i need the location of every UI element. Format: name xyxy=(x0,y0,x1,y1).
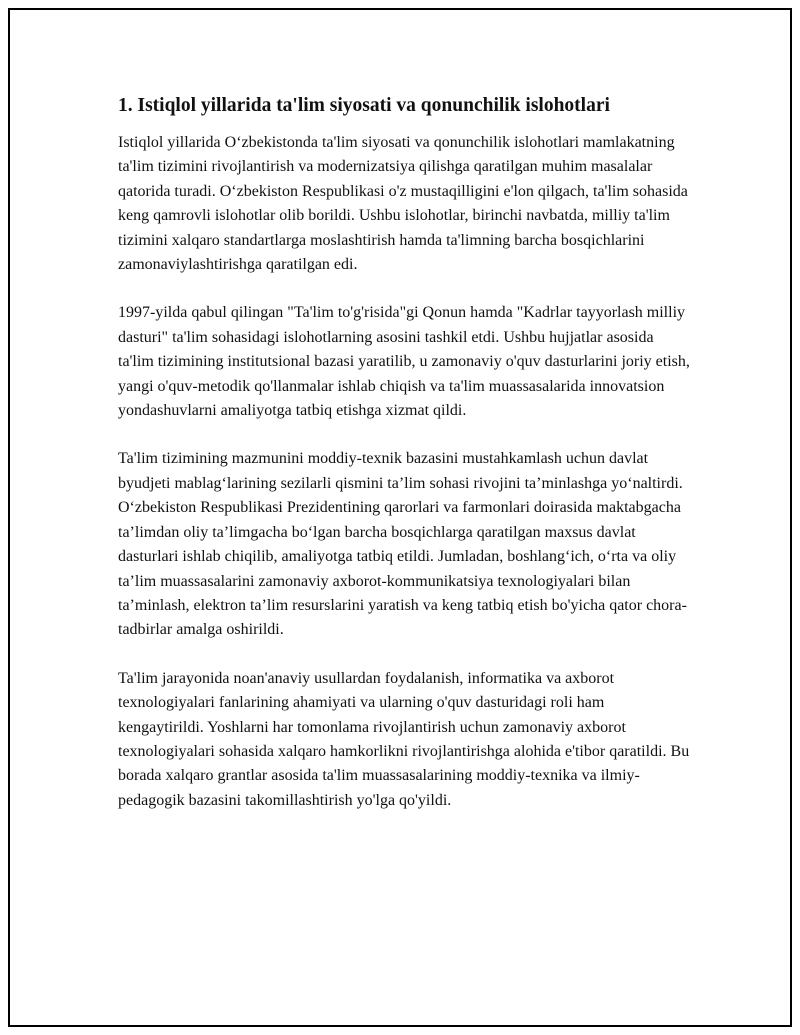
document-body xyxy=(118,92,690,837)
paragraph-4: Ta'lim jarayonida noan'anaviy usullardan foydalanish, informatika va axborot texnologiyalari fanlarining ahamiyati va ularning o'quv dasturidagi roli ham kengaytirildi. Yoshlarni har tomonlama rivojlantirish uchun zamonaviy axborot texnologiyalari sohasida xalqaro hamkorlikni rivojlantirishga alohida e'tibor qaratildi. Bu borada xalqaro grantlar asosida ta'lim muassasalarining moddiy-texnika va ilmiy-pedagogik bazasini takomillashtirish yo'lga qo'yildi. xyxy=(118,669,690,809)
section-heading: 1. Istiqlol yillarida ta'lim siyosati va qonunchilik islohotlari xyxy=(118,95,610,116)
paragraph-2: 1997-yilda qabul qilingan "Ta'lim to'g'risida"gi Qonun hamda "Kadrlar tayyorlash milliy dasturi" ta'lim sohasidagi islohotlarning asosini tashkil etdi. Ushbu hujjatlar asosida ta'lim tizimining institutsional bazasi yaratilib, u zamonaviy o'quv dasturlarini joriy etish, yangi o'quv-metodik qo'llanmalar ishlab chiqish va ta'lim muassasalarida innovatsion yondashuvlarni amaliyotga tatbiq etishga xizmat qildi. xyxy=(118,304,690,420)
paragraph-3: Ta'lim tizimining mazmunini moddiy-texnik bazasini mustahkamlash uchun davlat byudjeti mablag‘larining sezilarli qismini ta’lim sohasi rivojini ta’minlashga yo‘naltirdi. O‘zbekiston Respublikasi Prezidentining qarorlari va farmonlari doirasida maktabgacha ta’limdan oliy ta’limgacha bo‘lgan barcha bosqichlarga qaratilgan maxsus davlat dasturlari ishlab chiqilib, amaliyotga tatbiq etildi. Jumladan, boshlang‘ich, o‘rta va oliy ta’lim muassasalarini zamonaviy axborot-kommunikatsiya texnologiyalari bilan ta’minlash, elektron ta’lim resurslarini yaratish va keng tatbiq etish bo'yicha qator chora-tadbirlar amalga oshirildi. xyxy=(118,450,687,639)
paragraph-1: Istiqlol yillarida O‘zbekistonda ta'lim siyosati va qonunchilik islohotlari mamlakatning ta'lim tizimini rivojlantirish va modernizatsiya qilishga qaratilgan muhim masalalar qatorida turadi. O‘zbekiston Respublikasi o'z mustaqilligini e'lon qilgach, ta'lim sohasida keng qamrovli islohotlar olib borildi. Ushbu islohotlar, birinchi navbatda, milliy ta'lim tizimini xalqaro standartlarga moslashtirish hamda ta'limning barcha bosqichlarini zamonaviylashtirishga qaratilgan edi. xyxy=(118,134,688,274)
